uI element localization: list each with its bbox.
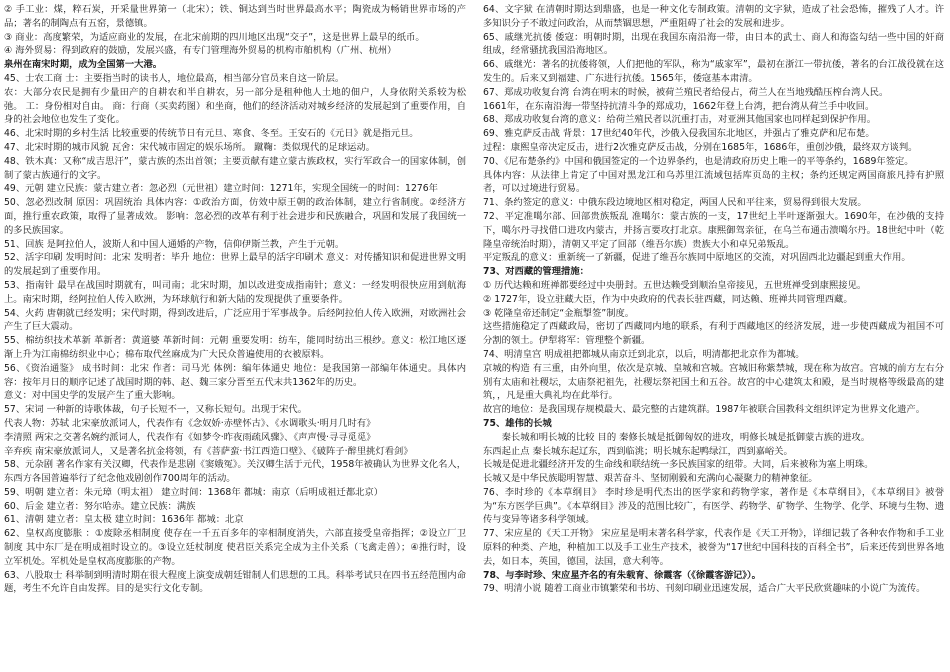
left-paragraph: 46、北宋时期的乡村生活 比较重要的传统节日有元旦、寒食、冬至。王安石的《元日》就是指元旦。 [4, 128, 419, 140]
left-paragraph: 52、活字印刷 发明时间：北宋 发明者：毕升 地位：世界上最早的活字印刷术 意义：对传播知识和促进世界文明的发展起到了重要作用。 [4, 252, 466, 278]
left-paragraph: 49、元朝 建立民族：蒙古建立者：忽必烈（元世祖）建立时间：1271年，实现全国统一的时间：1276年 [4, 183, 438, 195]
right-paragraph: 71、条约签定的意义：中俄东段边境地区相对稳定，两国人民和平往来，贸易得到很大发展。 [483, 197, 867, 209]
left-paragraph: 53、指南针 最早在战国时期就有，叫司南；北宋时期，加以改进变成指南针；意义：一经发明很快应用到航海上。南宋时期，经阿拉伯人传入欧洲，为环球航行和新大陆的发现提供了重要条件。 [4, 279, 466, 305]
right-paragraph: 66、戚继光：著名的抗倭将领，人们把他的军队，称为“戚家军”，最初在浙江一带抗倭，著名的台江战役就在这发生的。后来又到福建、广东进行抗倭。1565年，倭寇基本肃清。 [483, 59, 944, 84]
right-paragraph: 长城是促进北疆经济开发的生命线和联结统一多民族国家的纽带。大同，后来被称为塞上明珠。 [483, 459, 874, 471]
right-paragraph: 76、李时珍的《本草纲目》 李时珍是明代杰出的医学家和药物学家，著作是《本草纲目》，《本草纲目》被誉为“东方医学巨典”。《本草纲目》涉及的范围比较广，有医学、药物学、矿物学、生物学、化学、环境与生物、遗传与变异等诸多科学领域。 [483, 486, 944, 526]
left-paragraph: ③ 商业：高度繁荣，为适应商业的发展，在北宋前期的四川地区出现“交子”，这是世界上最早的纸币。 [4, 31, 425, 43]
right-paragraph: 长城又是中华民族聪明智慧、艰苦奋斗、坚韧刚毅和充满向心凝聚力的精神象征。 [483, 473, 818, 485]
left-paragraph: 57、宋词 一种新的诗歌体裁，句子长短不一，又称长短句。出现于宋代。 [4, 404, 307, 416]
right-paragraph: 秦长城和明长城的比较 目的 秦修长城是抵御匈奴的进攻，明修长城是抵御蒙古族的进攻。 [501, 431, 871, 443]
right-paragraph: 70、《尼布楚条约》中国和俄国签定的一个边界条约，也是清政府历史上唯一的平等条约，1689年签定。 [483, 155, 914, 167]
right-paragraph: 79、明清小说 随着工商业市镇繁荣和书坊、刊刻印刷业迅速发展，适合广大平民欣赏趣味的小说广为流传。 [483, 583, 926, 595]
right-paragraph: 75、雄伟的长城 [483, 417, 552, 429]
right-paragraph: 东西起止点 秦长城东起辽东，西到临洮；明长城东起鸭绿江，西到嘉峪关。 [483, 445, 793, 457]
right-paragraph: ③ 乾隆皇帝还制定“金瓶掣签”制度。 [483, 307, 635, 319]
right-paragraph: 平定叛乱的意义：重新统一了新疆，促进了维吾尔族同中原地区的交流，对巩固西北边疆起到重大作用。 [483, 252, 911, 264]
right-paragraph: 具体内容：从法律上肯定了中国对黑龙江和乌苏里江流域包括库页岛的主权；条约还规定两国商旅凡持有护照者，可以过境进行贸易。 [483, 169, 944, 195]
right-paragraph: 64、文字狱 在清朝时期达到鼎盛，也是一种文化专制政策。清朝的文字狱，造成了社会恐怖，摧残了人才。许多知识分子不敢过问政治，从而禁锢思想，严重阻碍了社会的发展和进步。 [483, 4, 944, 29]
left-paragraph: 50、忽必烈改制 原因：巩固统治 具体内容：①政治方面，仿效中原王朝的政治体制，建立行省制度。②经济方面，推行重农政策，取得了显著成效。 影响：忽必烈的改革有利于社会进步和民族融合，巩固和发展了我国统一的多民族国家。 [4, 197, 466, 236]
left-paragraph: 泉州在南宋时期，成为全国第一大港。 [4, 59, 163, 71]
left-paragraph: ④ 海外贸易：得到政府的鼓励，发展兴盛，有专门管理海外贸易的机构市舶机构（广州、杭州） [4, 45, 397, 57]
left-paragraph: 58、元杂剧 著名作家有关汉卿，代表作是悲剧《窦娥冤》。关汉卿生活于元代，1958年被确认为世界文化名人，东西方各国普遍举行了纪念他戏剧创作700周年的活动。 [4, 459, 466, 485]
right-paragraph: 68、郑成功收复台湾的意义：给荷兰殖民者以沉重打击，对亚洲其他国家也同样起到保护作用。 [483, 114, 877, 126]
left-paragraph: 63、八股取士 科举制到明清时期在很大程度上演变成朝廷钳制人们思想的工具。科举考试只在四书五经范围内命题，考生不允许自由发挥。目的是实行文化专制。 [4, 569, 466, 595]
left-paragraph: 48、铁木真：又称“成吉思汗”，蒙古族的杰出首领；主要贡献有建立蒙古族政权，实行军政合一的国家体制，创制了蒙古族通行的文字。 [4, 155, 466, 181]
left-paragraph: 62、皇权高度膨胀 ：①废除丞相制度 使存在一千五百多年的宰相制度消失，六部直接受皇帝指挥；②设立厂卫制度 其中东厂是在明成祖时设立的。③设立廷杖制度 使君臣关系完全成为主仆关系（飞禽走兽）；④推行时，设立军机处。军机处是皇权高度膨胀的产物。 [4, 528, 466, 567]
right-paragraph: 故宫的地位：是我国现存规模最大、最完整的古建筑群。1987年被联合国教科文组织评定为世界文化遗产。 [483, 404, 926, 416]
left-paragraph: 代表人物：苏轼 北宋豪放派词人，代表作有《念奴娇·赤壁怀古》、《水调歌头·明月几时有》 [4, 417, 376, 429]
right-paragraph: 72、平定准噶尔部、回部贵族叛乱 准噶尔：蒙古族的一支，17世纪上半叶逐渐强大。1690年，在沙俄的支持下，噶尔丹寻找借口进攻内蒙古，并扬言要攻打北京。康熙御驾亲征，在乌兰布通击溃噶尔丹。18世纪中叶（乾隆皇帝统治时期），清朝又平定了回部（维吾尔族）贵族大小和卓兄弟叛乱。 [483, 210, 944, 250]
right-paragraph: ① 历代达赖和班禅都要经过中央册封。五世达赖受到顺治皇帝接见，五世班禅受到康熙接见。 [483, 279, 867, 291]
left-paragraph: 51、回族 是阿拉伯人，波斯人和中国人通婚的产物，信仰伊斯兰教，产生于元朝。 [4, 238, 345, 250]
right-paragraph: 1661年，在东南沿海一带坚持抗清斗争的郑成功，1662年登上台湾，把台湾从荷兰手中收回。 [483, 100, 875, 112]
left-paragraph: 55、棉纺织技术革新 革新者：黄道婆 革新时间：元朝 重要发明：纺车，能同时纺出三根纱。意义：松江地区逐渐上升为江南棉纺织业中心；棉布取代丝麻成为广大民众普遍使用的衣被原料。 [4, 335, 466, 360]
left-paragraph: 60、后金 建立者：努尔哈赤。建立民族：满族 [4, 500, 196, 512]
right-paragraph: 74、明清皇宫 明成祖把都城从南京迁到北京，以后，明清都把北京作为都城。 [483, 348, 805, 360]
left-paragraph: 45、士农工商 士：主要指当时的读书人，地位最高，相当部分官员来自这一阶层。 [4, 72, 345, 84]
right-paragraph: 65、戚继光抗倭 倭寇：明朝时期，出现在我国东南沿海一带，由日本的武士、商人和海盗勾结一些中国的奸商组成，经常骚扰我国沿海地区。 [483, 31, 944, 57]
right-paragraph: 73、对西藏的管理措施： [483, 266, 589, 278]
right-paragraph: 过程：康熙皇帝决定反击，进行2次雅克萨反击战，分别在1685年，1686年，重创沙俄，最终双方谈判。 [483, 141, 918, 153]
left-paragraph: 意义：对中国史学的发展产生了重大影响。 [4, 390, 181, 402]
right-paragraph: 这些措施稳定了西藏政局，密切了西藏同内地的联系，有利于西藏地区的经济发展，进一步使西藏成为祖国不可分割的领土。伊犁将军：管理整个新疆。 [483, 321, 944, 347]
right-paragraph: ② 1727年，设立驻藏大臣，作为中央政府的代表长驻西藏，同达赖、班禅共同管理西藏。 [483, 293, 853, 305]
right-paragraph: 67、郑成功收复台湾 台湾在明末的时候，被荷兰殖民者给侵占，荷兰人在当地残酷压榨台湾人民。 [483, 86, 889, 98]
left-column [4, 3, 466, 672]
left-paragraph: ② 手工业：煤，粹石炭，开采量世界第一（北宋）；铁、铜达到当时世界最高水平；陶瓷成为畅销世界市场的产品；著名的制陶点有五窑，景德镇。 [4, 4, 466, 29]
right-paragraph: 京城的构造 有三重，由外向里，依次是京城、皇城和宫城。宫城旧称紫禁城，现在称为故宫。宫城的前方左右分别有太庙和社稷坛，太庙祭祀祖先，社稷坛祭祀国土和五谷。故宫的中心建筑太和殿，是当时规格等级最高的建筑，，凡是重大典礼均在此举行。 [483, 362, 944, 402]
left-paragraph: 54、火药 唐朝就已经发明；宋代时期，得到改进后，广泛应用于军事战争。后经阿拉伯人传入欧洲，对欧洲社会产生了巨大震动。 [4, 307, 466, 333]
left-paragraph: 李清照 两宋之交著名婉约派词人，代表作有《如梦令·昨夜雨疏风骤》、《声声慢·寻寻觅觅》 [4, 431, 376, 443]
right-paragraph: 69、雅克萨反击战 背景：17世纪40年代，沙俄入侵我国东北地区，并强占了雅克萨和尼布楚。 [483, 128, 875, 140]
left-paragraph: 农：大部分农民是拥有少量田产的自耕农和半自耕农，另一部分是租种他人土地的佃户，人身依附关系较为松弛。 工：身份相对自由。 商：行商（买卖药图）和坐商，他们的经济活动对城乡经济的发展起到了重要作用，自身的社会地位也发生了变化。 [4, 86, 466, 126]
left-paragraph: 辛弃疾 南宋豪放派词人，又是著名抗金将领，有《菩萨蛮·书江西造口壁》、《破阵子·醉里挑灯看剑》 [4, 445, 413, 457]
left-paragraph: 56、《资治通鉴》 成书时间：北宋 作者：司马光 体例：编年体通史 地位：是我国第一部编年体通史。具体内容：按年月日的顺序记述了战国时期的韩、赵、魏三家分晋至五代末共1362年的历史。 [4, 362, 466, 388]
left-paragraph: 61、清朝 建立者：皇太极 建立时间：1636年 都城：北京 [4, 514, 244, 526]
right-paragraph: 77、宋应星的《天工开物》 宋应星是明末著名科学家，代表作是《天工开物》，详细记载了各种农作物和手工业原料的种类、产地，种植加工以及手工业生产技术，被誉为“17世纪中国科技的百科全书”，后来还传到世界各地去，如日本，英国，德国，法国，意大利等。 [483, 528, 944, 567]
left-paragraph: 59、明朝 建立者：朱元璋（明太祖） 建立时间：1368年 都城：南京（后明成祖迁都北京） [4, 486, 384, 498]
right-paragraph: 78、与李时珍、宋应星齐名的有朱载育、徐霞客（《徐霞客游记》）。 [483, 569, 761, 581]
right-column [483, 3, 944, 672]
left-paragraph: 47、北宋时期的城市风貌 瓦舍：宋代城市固定的娱乐场所。 蹴鞠：类似现代的足球运动。 [4, 141, 376, 153]
